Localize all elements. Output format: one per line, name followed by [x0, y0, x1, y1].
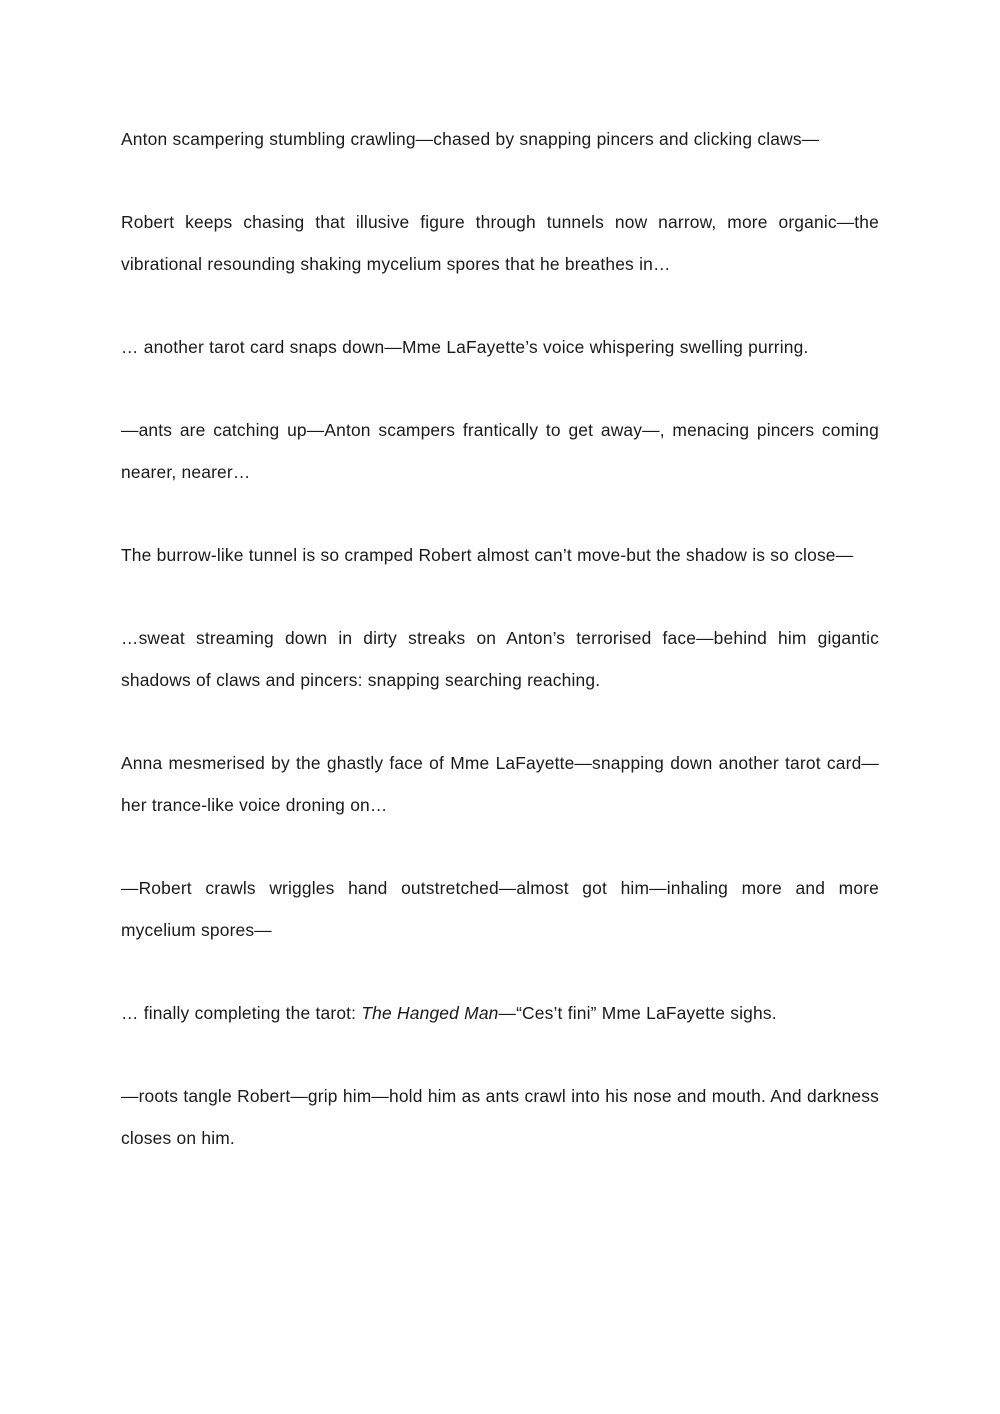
- paragraph: Anna mesmerised by the ghastly face of Mme LaFayette—snapping down another tarot card—her trance-like voice droning on…: [121, 753, 879, 815]
- paragraph: … another tarot card snaps down—Mme LaFayette’s voice whispering swelling purring.: [121, 337, 809, 357]
- paragraph-text-lead: … finally completing the tarot:: [121, 1003, 362, 1023]
- paragraph: The burrow-like tunnel is so cramped Robert almost can’t move-but the shadow is so close—: [121, 545, 854, 565]
- body-text-column: [121, 118, 879, 1159]
- paragraph-with-title: [121, 992, 879, 1034]
- paragraph: …sweat streaming down in dirty streaks on Anton’s terrorised face—behind him gigantic shadows of claws and pincers: snapping searching reaching.: [121, 628, 879, 690]
- paragraph: —ants are catching up—Anton scampers frantically to get away—, menacing pincers coming nearer, nearer…: [121, 420, 879, 482]
- paragraph-text-tail: —“Ces’t fini” Mme LaFayette sighs.: [498, 1003, 777, 1023]
- paragraph: —Robert crawls wriggles hand outstretched—almost got him—inhaling more and more mycelium spores—: [121, 878, 879, 940]
- paragraph: Robert keeps chasing that illusive figure through tunnels now narrow, more organic—the vibrational resounding shaking mycelium spores that he breathes in…: [121, 212, 879, 274]
- tarot-card-title: The Hanged Man: [361, 1003, 499, 1023]
- paragraph: —roots tangle Robert—grip him—hold him as ants crawl into his nose and mouth. And darkness closes on him.: [121, 1086, 879, 1148]
- paragraph: Anton scampering stumbling crawling—chased by snapping pincers and clicking claws—: [121, 129, 820, 149]
